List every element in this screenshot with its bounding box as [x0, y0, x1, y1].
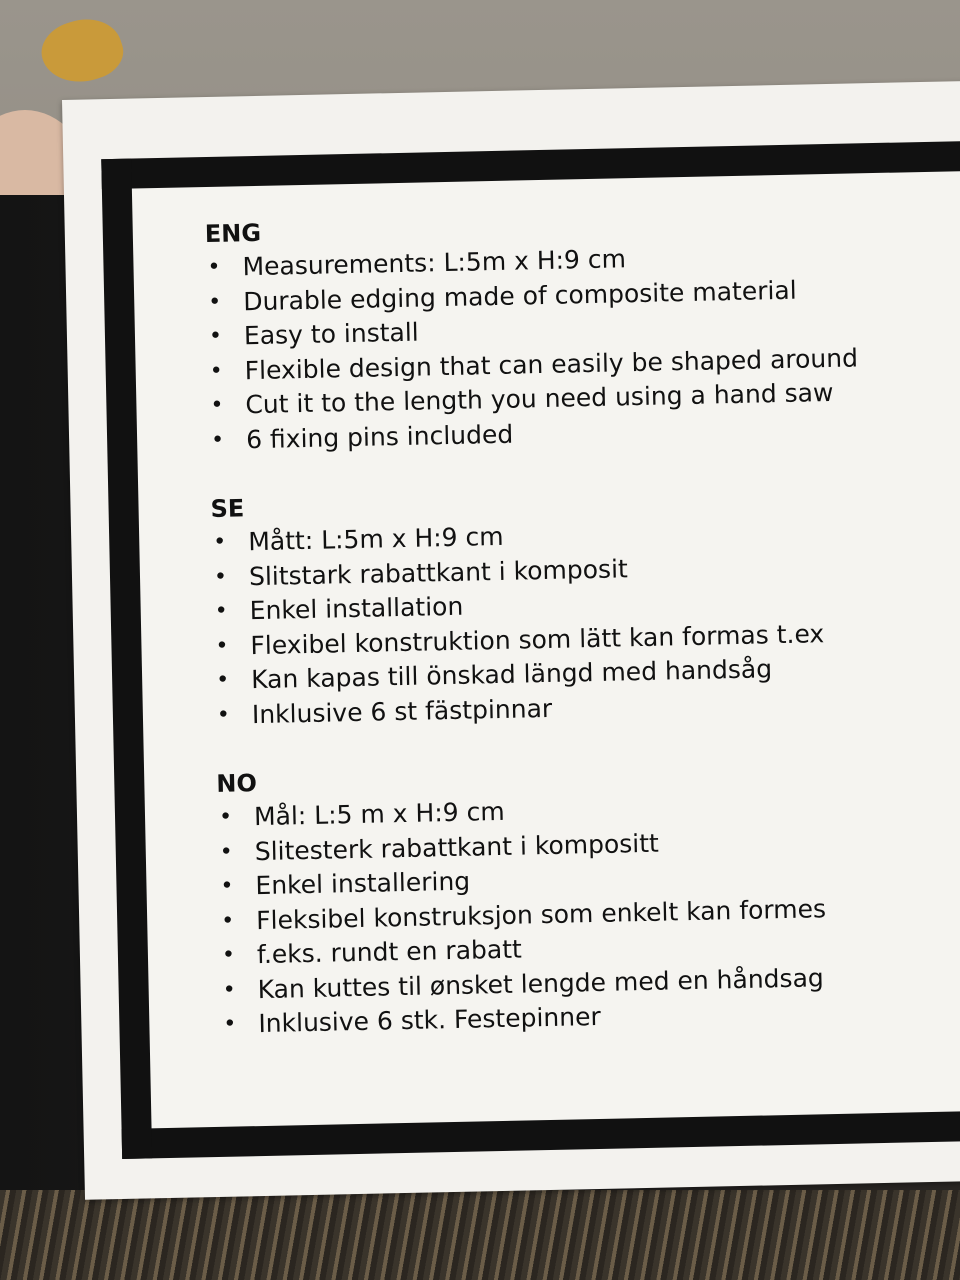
product-label — [62, 81, 960, 1200]
list-item-text: Kan kapas till önskad längd med handsåg — [250, 654, 773, 695]
list-item-text: Kan kuttes til ønsket lengde med en håndsag — [257, 962, 824, 1004]
bullet-icon: • — [223, 1011, 237, 1037]
bullet-icon: • — [215, 667, 230, 693]
list-item-text: Slitstark rabattkant i komposit — [248, 553, 629, 591]
section-title: SE — [210, 494, 245, 523]
bullet-icon: • — [210, 392, 224, 418]
list-item-text: Mål: L:5 m x H:9 cm — [253, 796, 505, 832]
list-item-text: Cut it to the length you need using a hand saw — [245, 377, 834, 420]
bullet-list — [217, 785, 960, 1042]
section-title: ENG — [204, 218, 262, 249]
bullet-icon: • — [213, 529, 227, 555]
bullet-icon: • — [207, 254, 221, 280]
list-item-text: Durable edging made of composite material — [242, 275, 797, 316]
bullet-icon: • — [210, 427, 225, 453]
section-no — [216, 751, 960, 1042]
bullet-icon: • — [219, 839, 234, 865]
list-item-text: Inklusive 6 st fästpinnar — [251, 693, 553, 729]
bullet-list — [205, 235, 960, 458]
list-item-text: Inklusive 6 stk. Festepinner — [258, 1001, 602, 1039]
list-item-text: 6 fixing pins included — [245, 419, 514, 454]
list-item-text: f.eks. rundt en rabatt — [256, 934, 523, 970]
roll-edge-texture — [0, 1190, 960, 1280]
list-item-text: Measurements: L:5m x H:9 cm — [242, 244, 627, 282]
bullet-icon: • — [208, 289, 222, 315]
label-content — [204, 201, 960, 1076]
section-se — [210, 476, 960, 733]
bullet-icon: • — [215, 633, 229, 659]
bullet-icon: • — [218, 804, 233, 830]
list-item-text: Easy to install — [243, 317, 420, 351]
bullet-icon: • — [220, 873, 234, 899]
bullet-icon: • — [213, 564, 228, 590]
bullet-icon: • — [222, 977, 236, 1003]
list-item-text: Fleksibel konstruksjon som enkelt kan formes — [255, 893, 827, 935]
bullet-icon: • — [220, 908, 235, 934]
bullet-icon: • — [214, 598, 228, 624]
list-item-text: Mått: L:5m x H:9 cm — [247, 521, 504, 557]
bullet-list — [211, 510, 960, 733]
bullet-icon: • — [216, 702, 231, 728]
list-item-text: Enkel installering — [255, 866, 471, 901]
bullet-icon: • — [209, 358, 223, 384]
list-item-text: Flexibel konstruktion som lätt kan formas t.ex — [250, 618, 825, 660]
bullet-icon: • — [221, 942, 236, 968]
list-item-text: Enkel installation — [249, 591, 464, 626]
section-title: NO — [216, 769, 258, 798]
list-item-text: Flexible design that can easily be shaped around — [244, 342, 859, 385]
list-item-text: Slitesterk rabattkant i kompositt — [254, 828, 660, 866]
bullet-icon: • — [208, 323, 223, 349]
section-eng — [204, 201, 960, 458]
